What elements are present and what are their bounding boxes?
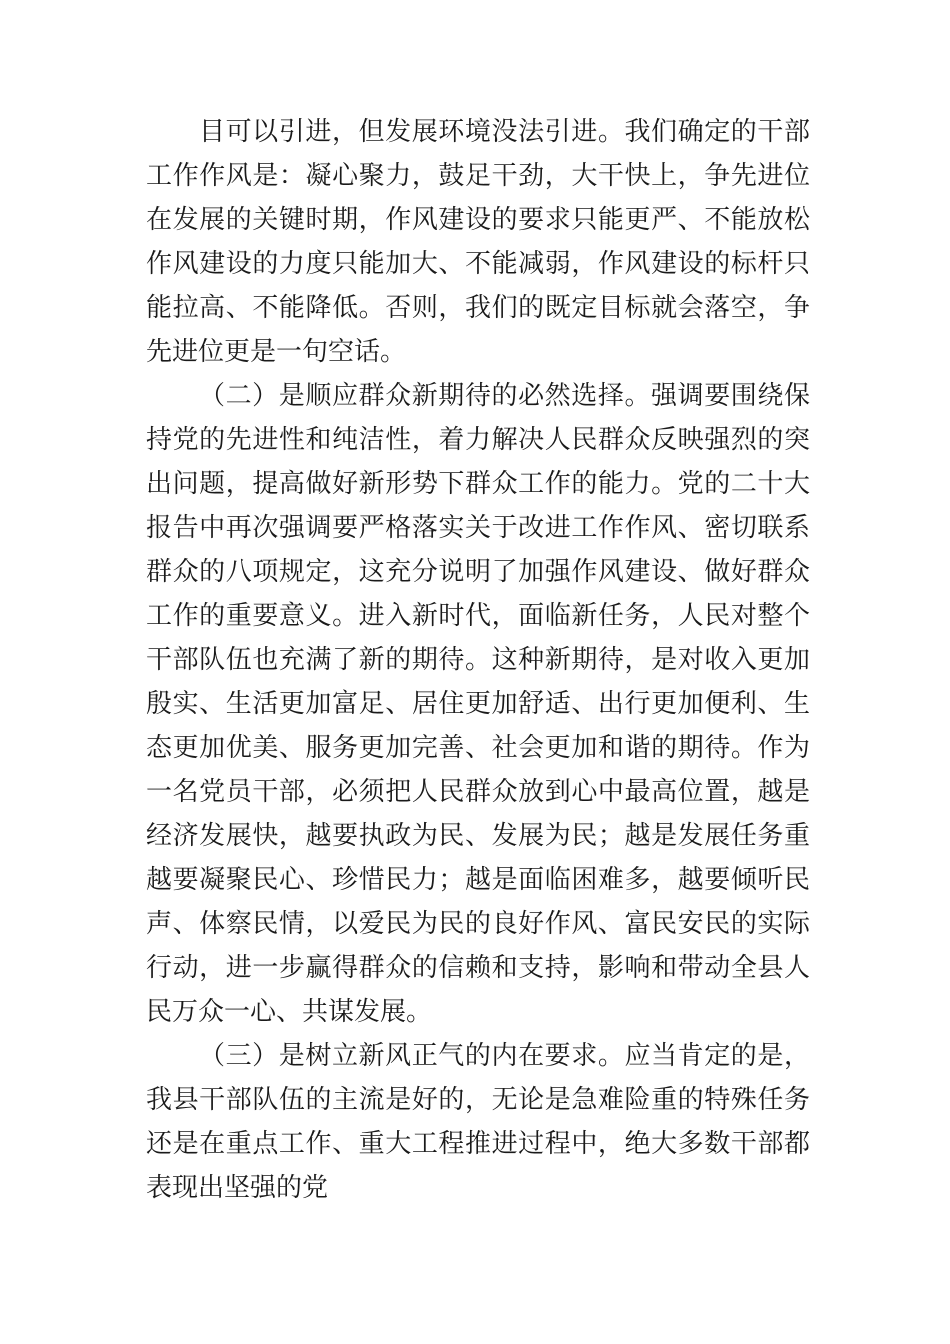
text-line: 还是在重点工作、重大工程推进过程中，绝大多数干部都	[146, 1129, 810, 1159]
text-line: 作风建设的力度只能加大、不能减弱，作风建设的标杆只	[146, 249, 810, 279]
text-line: 工作作风是：凝心聚力，鼓足干劲，大干快上，争先进位	[146, 161, 810, 191]
text-line: （二）是顺应群众新期待的必然选择。强调要围绕保	[199, 381, 810, 411]
text-line: 报告中再次强调要严格落实关于改进工作作风、密切联系	[146, 513, 810, 543]
text-line: 行动，进一步赢得群众的信赖和支持，影响和带动全县人	[146, 953, 810, 983]
text-line: 持党的先进性和纯洁性，着力解决人民群众反映强烈的突	[146, 425, 810, 455]
text-line: 在发展的关键时期，作风建设的要求只能更严、不能放松	[146, 205, 810, 235]
text-line: 经济发展快，越要执政为民、发展为民；越是发展任务重	[146, 821, 810, 851]
text-line: 工作的重要意义。进入新时代，面临新任务，人民对整个	[146, 601, 810, 631]
text-line: 越要凝聚民心、珍惜民力；越是面临困难多，越要倾听民	[146, 865, 810, 895]
text-line: 一名党员干部，必须把人民群众放到心中最高位置，越是	[146, 777, 810, 807]
text-line: 出问题，提高做好新形势下群众工作的能力。党的二十大	[146, 469, 810, 499]
body-text	[146, 110, 810, 1210]
text-line: 干部队伍也充满了新的期待。这种新期待，是对收入更加	[146, 645, 810, 675]
text-line: 民万众一心、共谋发展。	[146, 997, 433, 1027]
text-line: 声、体察民情，以爱民为民的良好作风、富民安民的实际	[146, 909, 810, 939]
text-line: 能拉高、不能降低。否则，我们的既定目标就会落空，争	[146, 293, 810, 323]
text-line: 目可以引进，但发展环境没法引进。我们确定的干部	[199, 117, 810, 147]
text-line: 表现出坚强的党	[146, 1173, 329, 1203]
text-line: （三）是树立新风正气的内在要求。应当肯定的是，	[199, 1041, 810, 1071]
text-line: 殷实、生活更加富足、居住更加舒适、出行更加便利、生	[146, 689, 810, 719]
text-line: 我县干部队伍的主流是好的，无论是急难险重的特殊任务	[146, 1085, 810, 1115]
text-line: 群众的八项规定，这充分说明了加强作风建设、做好群众	[146, 557, 810, 587]
text-line: 先进位更是一句空话。	[146, 337, 407, 367]
text-line: 态更加优美、服务更加完善、社会更加和谐的期待。作为	[146, 733, 810, 763]
